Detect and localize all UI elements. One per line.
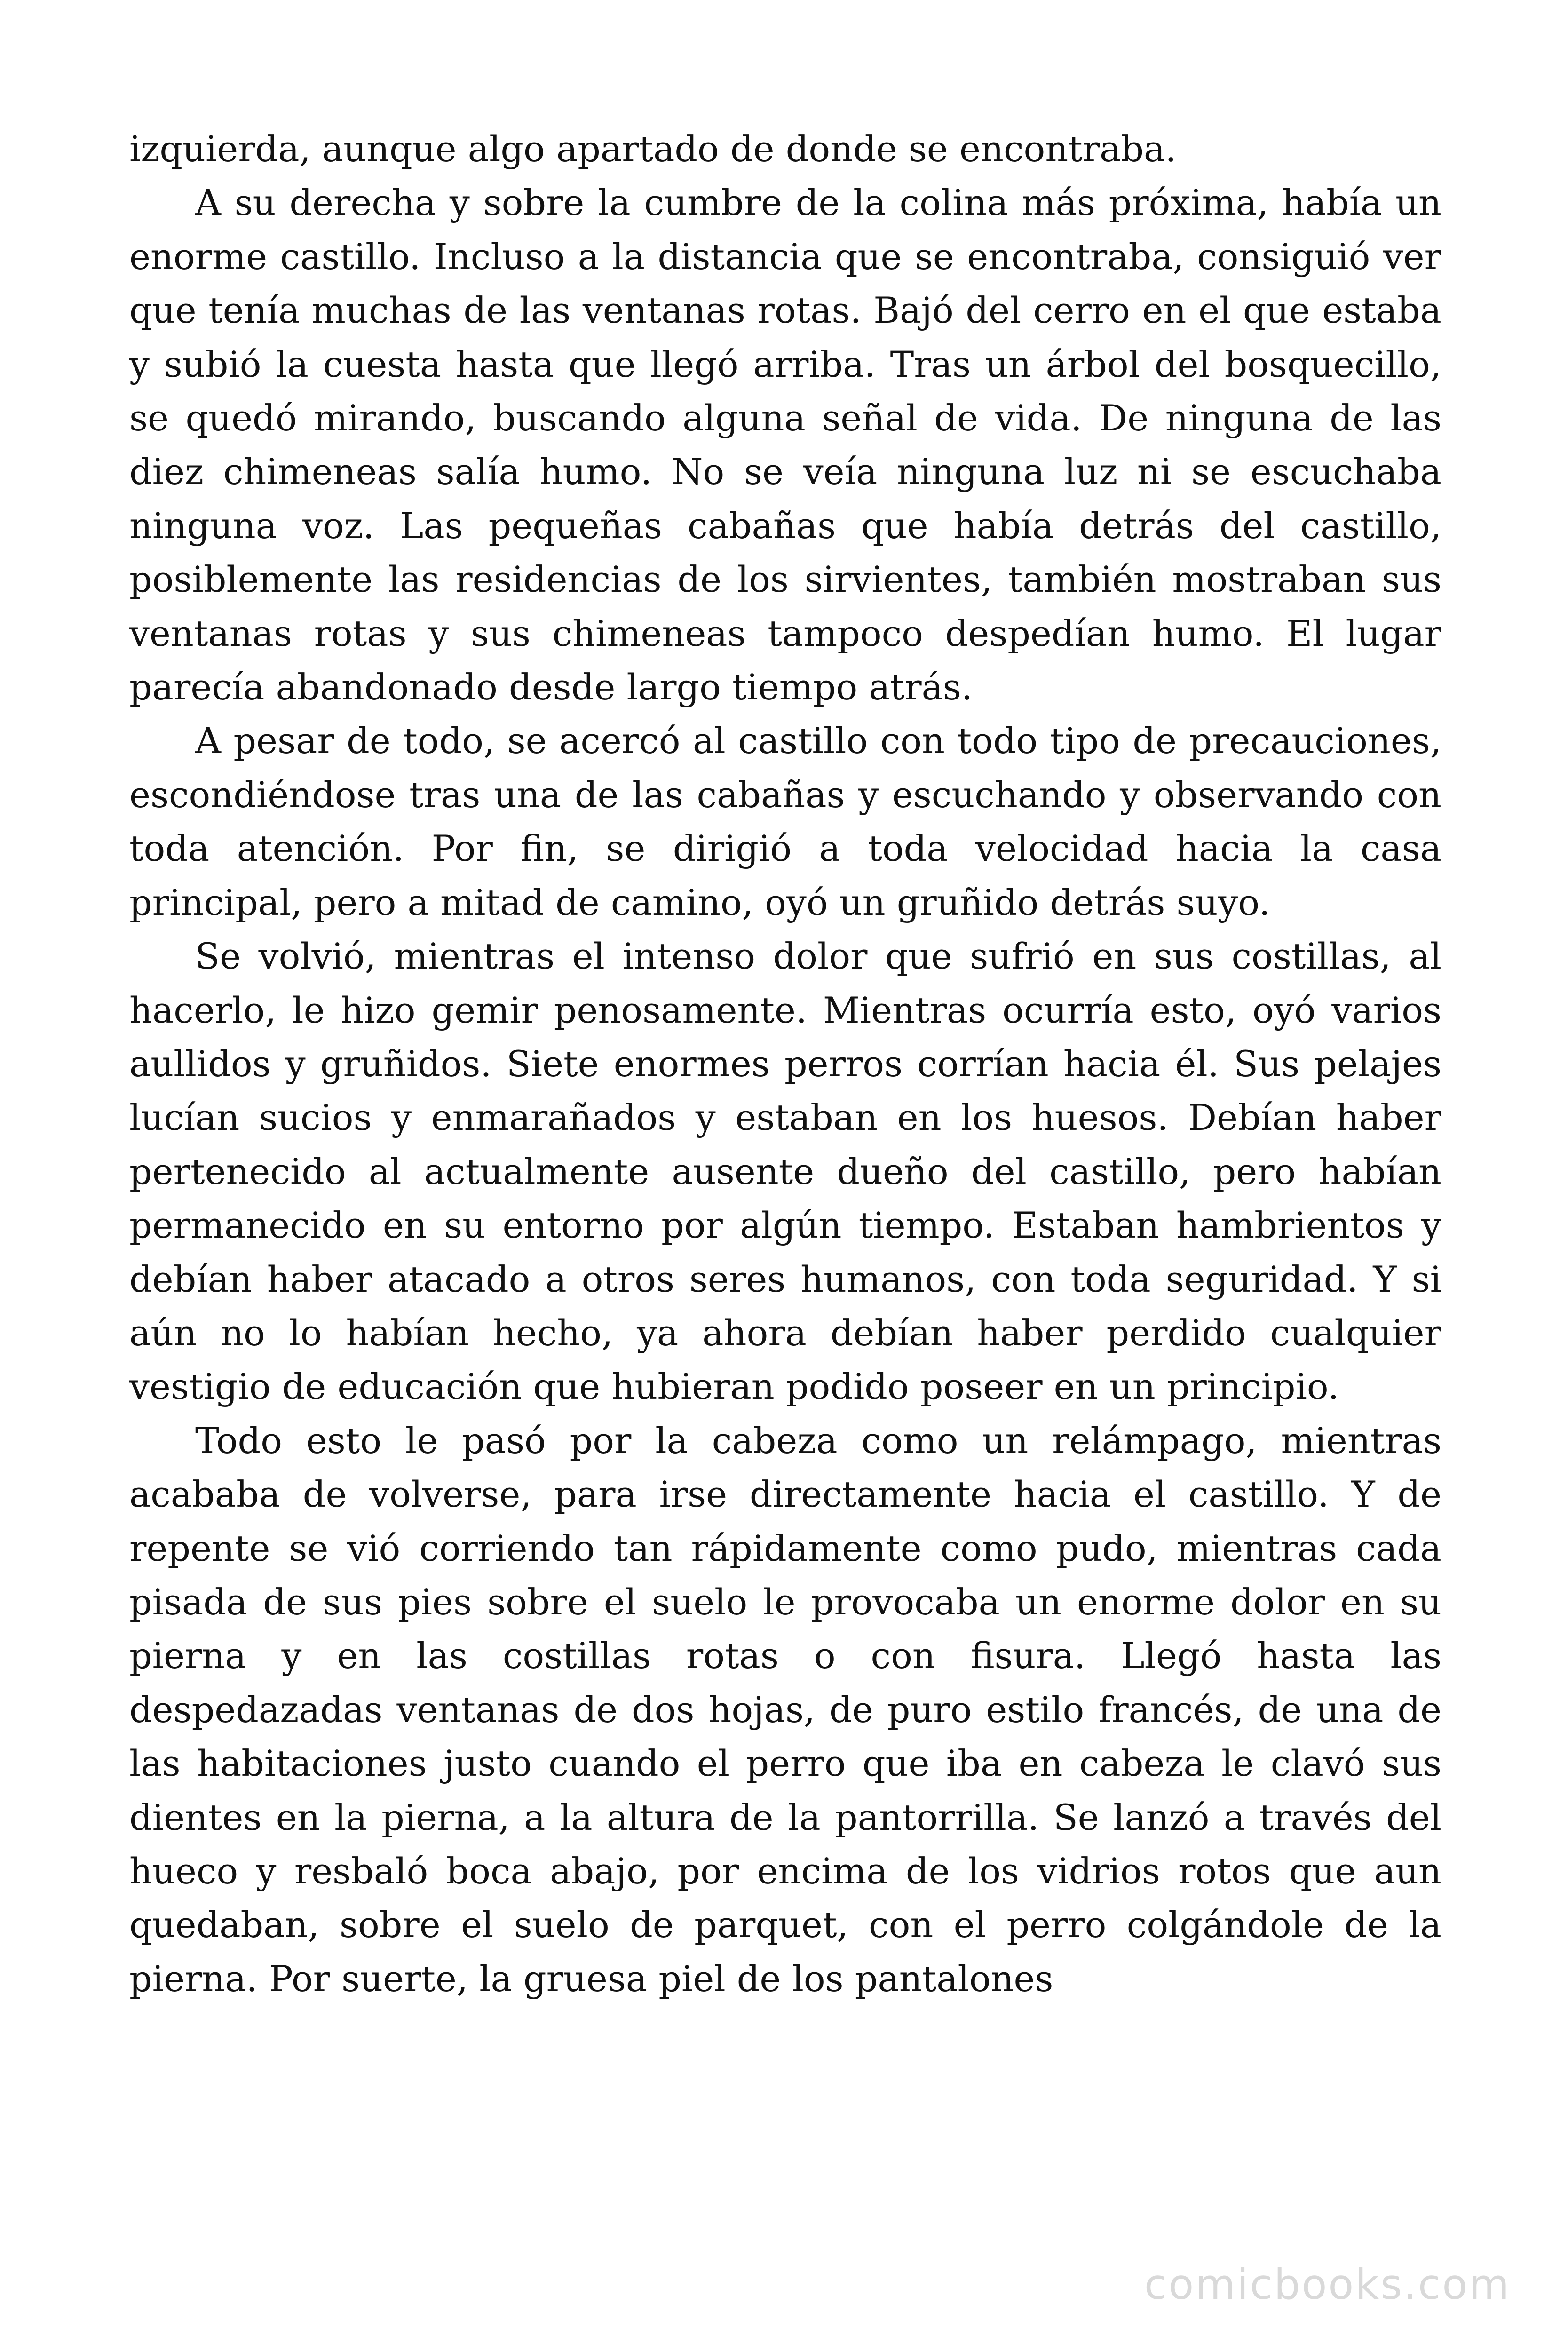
paragraph: Todo esto le pasó por la cabeza como un relámpago, mientras acababa de volverse, para irse directamente hacia el castillo. Y de repente se vió corriendo tan rápidamente como pudo, mientras cada pisada de sus pies sobre el suelo le provocaba un enorme dolor en su pierna y en las costillas rotas o con fisura. Llegó hasta las despedazadas ventanas de dos hojas, de puro estilo francés, de una de las habitaciones justo cuando el perro que iba en cabeza le clavó sus dientes en la pierna, a la altura de la pantorrilla. Se lanzó a través del hueco y resbaló boca abajo, por encima de los vidrios rotos que aun quedaban, sobre el suelo de parquet, con el perro colgándole de la pierna. Por suerte, la gruesa piel de los pantalones	[129, 1419, 1441, 2000]
paragraph: A su derecha y sobre la cumbre de la colina más próxima, había un enorme castillo. Incluso a la distancia que se encontraba, consiguió ver que tenía muchas de las ventanas rotas. Bajó del cerro en el que estaba y subió la cuesta hasta que llegó arriba. Tras un árbol del bosquecillo, se quedó mirando, buscando alguna señal de vida. De ninguna de las diez chimeneas salía humo. No se veía ninguna luz ni se escuchaba ninguna voz. Las pequeñas cabañas que había detrás del castillo, posiblemente las residencias de los sirvientes, también mostraban sus ventanas rotas y sus chimeneas tampoco despedían humo. El lugar parecía abandonado desde largo tiempo atrás.	[129, 182, 1441, 708]
body-text	[129, 122, 1441, 2006]
paragraph-continuation: izquierda, aunque algo apartado de donde se encontraba.	[129, 128, 1177, 170]
watermark-text: comicbooks.com	[1144, 2260, 1511, 2309]
paragraph: Se volvió, mientras el intenso dolor que sufrió en sus costillas, al hacerlo, le hizo gemir penosamente. Mientras ocurría esto, oyó varios aullidos y gruñidos. Siete enormes perros corrían hacia él. Sus pelajes lucían sucios y enmarañados y estaban en los huesos. Debían haber pertenecido al actualmente ausente dueño del castillo, pero habían permanecido en su entorno por algún tiempo. Estaban hambrientos y debían haber atacado a otros seres humanos, con toda seguridad. Y si aún no lo habían hecho, ya ahora debían haber perdido cualquier vestigio de educación que hubieran podido poseer en un principio.	[129, 935, 1441, 1408]
paragraph: A pesar de todo, se acercó al castillo con todo tipo de precauciones, escondiéndose tras una de las cabañas y escuchando y observando con toda atención. Por fin, se dirigió a toda velocidad hacia la casa principal, pero a mitad de camino, oyó un gruñido detrás suyo.	[129, 720, 1441, 923]
